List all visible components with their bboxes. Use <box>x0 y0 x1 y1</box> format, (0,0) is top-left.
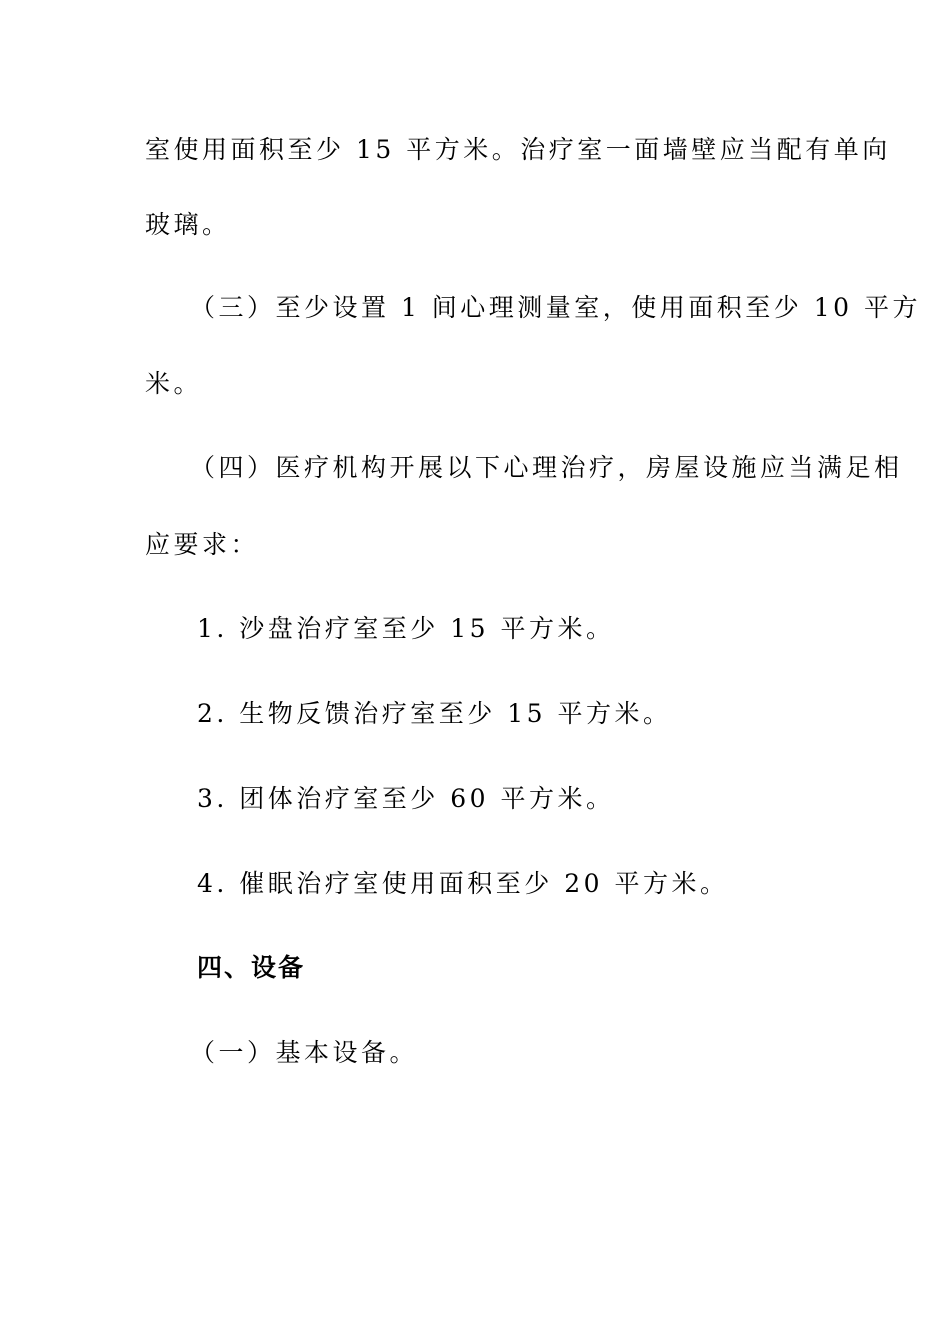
list-item: 3. 团体治疗室至少 60 平方米。 <box>197 784 615 813</box>
paragraph-line: 室使用面积至少 15 平方米。治疗室一面墙壁应当配有单向 <box>145 135 891 164</box>
list-item: 4. 催眠治疗室使用面积至少 20 平方米。 <box>197 869 729 898</box>
paragraph-line: （四）医疗机构开展以下心理治疗，房屋设施应当满足相 <box>190 453 903 482</box>
paragraph-line: 应要求： <box>145 530 260 559</box>
paragraph-line: 玻璃。 <box>145 210 231 239</box>
paragraph-line: 米。 <box>145 369 203 398</box>
list-item: 1. 沙盘治疗室至少 15 平方米。 <box>197 614 615 643</box>
section-heading: 四、设备 <box>197 953 306 982</box>
subsection-heading: （一）基本设备。 <box>190 1038 419 1067</box>
paragraph-line: （三）至少设置 1 间心理测量室，使用面积至少 10 平方 <box>190 293 922 322</box>
list-item: 2. 生物反馈治疗室至少 15 平方米。 <box>197 699 672 728</box>
